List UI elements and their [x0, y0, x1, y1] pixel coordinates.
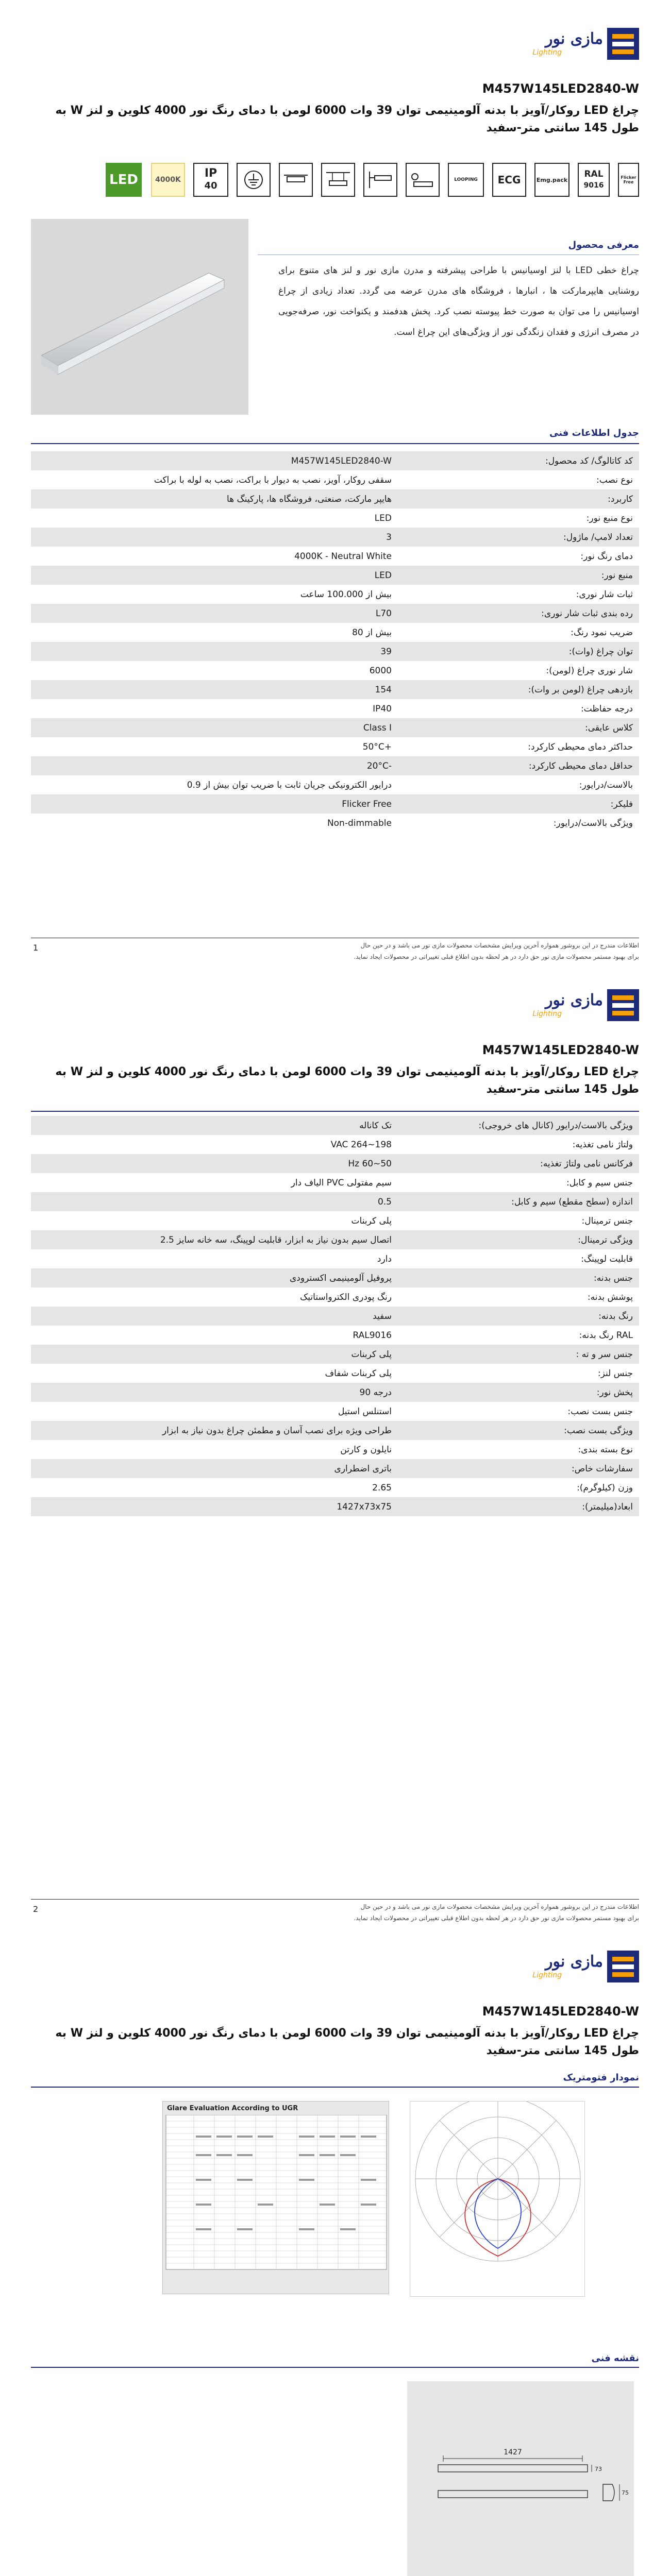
page-3 — [0, 1923, 670, 2576]
spec-label: شار نوری چراغ (لومن): — [546, 666, 633, 676]
suspended-icon — [321, 163, 355, 197]
spec-row — [31, 1383, 639, 1402]
spec-label: درجه حفاظت: — [580, 704, 633, 714]
product-code: M457W145LED2840-W — [482, 1043, 639, 1057]
spec-row — [31, 1116, 639, 1135]
spec-row — [31, 1326, 639, 1345]
brand-mark-icon — [607, 989, 639, 1021]
product-code: M457W145LED2840-W — [482, 81, 639, 96]
spec-value: بیش از 100.000 ساعت — [300, 589, 392, 600]
polar-curve-diagram — [410, 2101, 585, 2297]
spec-label: جنس ترمینال: — [581, 1216, 633, 1226]
spec-value: دارد — [377, 1254, 392, 1264]
spec-value: 198~264 VAC — [330, 1140, 392, 1150]
spec-label: جنس لنز: — [597, 1368, 633, 1379]
footer-note-2: برای بهبود مستمر محصولات مازی نور حق دارد در هر لحظه بدون اطلاع قبلی تغییراتی در محصولات ایجاد نماید. — [354, 1914, 639, 1922]
spec-row — [31, 1307, 639, 1326]
footer-note-1: اطلاعات مندرج در این بروشور همواره آخرین ویرایش مشخصات محصولات مازی نور می باشد و در حین حال — [360, 1903, 639, 1910]
spec-label: ویژگی بست نصب: — [564, 1426, 633, 1436]
spec-value: درایور الکترونیکی جریان ثابت با ضریب توان بیش از 0.9 — [187, 780, 392, 790]
spec-value: IP40 — [373, 704, 392, 714]
spec-label: حداکثر دمای محیطی کارکرد: — [528, 742, 633, 752]
spec-value: -20°C — [366, 761, 392, 771]
pendant-mount-icon — [325, 171, 351, 189]
spec-label: حداقل دمای محیطی کارکرد: — [528, 761, 633, 771]
spec-row — [31, 470, 639, 489]
spec-label: اندازه (سطح مقطع) سیم و کابل: — [511, 1197, 633, 1207]
cert-icons — [106, 163, 639, 204]
spec-row — [31, 509, 639, 528]
spec-value: RAL9016 — [353, 1330, 392, 1341]
brand-logo — [518, 987, 639, 1023]
spec-label: ثبات شار نوری: — [576, 589, 633, 600]
intro-heading: معرفی محصول — [568, 240, 639, 250]
spec-value: پلی کربنات شفاف — [325, 1368, 392, 1379]
dimension-drawing — [407, 2381, 634, 2576]
product-title: چراغ LED روکار/آویز با بدنه آلومینیمی توان 39 وات 6000 لومن با دمای رنگ نور 4000 کلوین و لنز W به طول 145 سانتی متر-سفید — [55, 2027, 639, 2057]
flicker-free-icon: Flicker Free — [618, 163, 639, 197]
spec-value: Non-dimmable — [327, 818, 392, 828]
spec-value: تک کاناله — [359, 1121, 392, 1131]
spec-value: M457W145LED2840-W — [291, 456, 392, 466]
spec-row — [31, 1173, 639, 1192]
spec-label: RAL رنگ بدنه: — [579, 1330, 633, 1341]
spec-label: نوع منبع نور: — [586, 513, 633, 523]
page-1 — [0, 0, 670, 961]
spec-value: درجه 90 — [359, 1387, 392, 1398]
spec-row — [31, 1440, 639, 1459]
luminaire-image — [31, 219, 248, 415]
brand-sub: Lighting — [532, 1971, 562, 1979]
spec-value: LED — [374, 570, 392, 581]
spec-label: کاربرد: — [608, 494, 633, 504]
product-title: چراغ LED روکار/آویز با بدنه آلومینیمی توان 39 وات 6000 لومن با دمای رنگ نور 4000 کلوین و لنز W به طول 145 سانتی متر-سفید — [55, 104, 639, 134]
spec-row — [31, 451, 639, 470]
spec-value: +50°C — [362, 742, 392, 752]
spec-row — [31, 1421, 639, 1440]
spec-row — [31, 566, 639, 585]
spec-row — [31, 585, 639, 604]
spec-value: 4000K - Neutral White — [294, 551, 392, 562]
spec-row — [31, 489, 639, 509]
brand-mark-icon — [607, 28, 639, 60]
width-dimension: 73 — [595, 2466, 602, 2472]
spec-label: دمای رنگ نور: — [580, 551, 633, 562]
spec-row — [31, 604, 639, 623]
footer-note-2: برای بهبود مستمر محصولات مازی نور حق دارد در هر لحظه بدون اطلاع قبلی تغییراتی در محصولات ایجاد نماید. — [354, 953, 639, 960]
spec-value: 6000 — [369, 666, 392, 676]
spec-value: L70 — [375, 608, 392, 619]
spec-value: Flicker Free — [342, 799, 392, 809]
spec-label: منبع نور: — [601, 570, 633, 581]
spec-row — [31, 1287, 639, 1307]
pipe-bracket-icon — [406, 163, 440, 197]
spec-value: باتری اضطراری — [334, 1464, 392, 1474]
drawing-heading: نقشه فنی — [591, 2353, 639, 2364]
spec-table-1 — [31, 451, 639, 833]
photometry-heading: نمودار فتومتریک — [563, 2072, 639, 2083]
spec-label: وزن (کیلوگرم): — [577, 1483, 633, 1493]
cct-icon: 4000K — [151, 163, 185, 197]
ip-number: 40 — [204, 180, 217, 191]
spec-value: 1427x73x75 — [337, 1502, 392, 1512]
spec-row — [31, 756, 639, 775]
led-icon: LED — [106, 163, 142, 197]
spec-label: سفارشات خاص: — [571, 1464, 633, 1474]
brand-name: مازی نور — [545, 30, 603, 48]
spec-label: نوع نصب: — [596, 475, 633, 485]
spec-value: 39 — [380, 647, 392, 657]
spec-value: 154 — [375, 685, 392, 695]
product-code: M457W145LED2840-W — [482, 2004, 639, 2019]
technical-drawing — [407, 2381, 634, 2576]
spec-row — [31, 528, 639, 547]
spec-label: بازدهی چراغ (لومن بر وات): — [528, 685, 633, 695]
spec-label: کلاس عایقی: — [585, 723, 633, 733]
page-number: 2 — [33, 1904, 39, 1914]
spec-label: فلیکر: — [610, 799, 633, 809]
ugr-table-grid — [163, 2115, 390, 2290]
spec-row — [31, 794, 639, 814]
spec-label: تعداد لامپ/ ماژول: — [563, 532, 633, 543]
spec-row — [31, 699, 639, 718]
spec-row — [31, 737, 639, 756]
spec-value: پلی کربنات — [351, 1349, 392, 1360]
ral-icon — [578, 163, 610, 197]
spec-label: ولتاژ نامی تغذیه: — [572, 1140, 633, 1150]
spec-row — [31, 1459, 639, 1478]
spec-value: 0.5 — [377, 1197, 392, 1207]
spec-value: LED — [374, 513, 392, 523]
brand-sub: Lighting — [532, 48, 562, 57]
spec-value: 3 — [386, 532, 392, 543]
spec-value: طراحی ویژه برای نصب آسان و مطمئن چراغ بدون نیاز به ابزار — [162, 1426, 392, 1436]
product-photo — [31, 219, 248, 415]
wall-bracket-icon — [363, 163, 397, 197]
photometry-rule — [31, 2087, 639, 2088]
spec-row — [31, 1230, 639, 1249]
spec-row — [31, 1192, 639, 1211]
brand-mark-icon — [607, 1951, 639, 1982]
spec-label: ضریب نمود رنگ: — [571, 628, 633, 638]
spec-row — [31, 1402, 639, 1421]
emergency-pack-icon: Emg.pack — [534, 163, 569, 197]
spec-row — [31, 680, 639, 699]
spec-label: قابلیت لوپینگ: — [581, 1254, 633, 1264]
spec-row — [31, 1211, 639, 1230]
spec-value: 50~60 Hz — [348, 1159, 392, 1169]
brand-logo — [518, 1948, 639, 1985]
ugr-glare-table — [162, 2101, 389, 2294]
brand-name: مازی نور — [545, 991, 603, 1009]
ground-symbol-icon — [243, 170, 264, 190]
spec-label: جنس سیم و کابل: — [566, 1178, 633, 1188]
spec-value: سقفی روکار، آویز، نصب به دیوار با براکت، نصب به لوله با براکت — [154, 475, 392, 485]
spec-row — [31, 718, 639, 737]
looping-icon: LOOPING — [448, 163, 484, 197]
drawing-rule — [31, 2367, 639, 2368]
spec-label: جنس بدنه: — [594, 1273, 633, 1283]
spec-row — [31, 547, 639, 566]
height-dimension: 75 — [622, 2489, 629, 2496]
spec-label: ویژگی بالاست/درایور: — [553, 818, 633, 828]
spec-value: پلی کربنات — [351, 1216, 392, 1226]
spec-label: پخش نور: — [596, 1387, 633, 1398]
spec-value: هایپر مارکت، صنعتی، فروشگاه ها، پارکینگ ها — [226, 494, 392, 504]
spec-row — [31, 1345, 639, 1364]
spec-value: Class I — [363, 723, 392, 733]
spec-row — [31, 775, 639, 794]
spec-row — [31, 642, 639, 661]
spec-value: 2.65 — [372, 1483, 392, 1493]
spec-value: نایلون و کارتن — [340, 1445, 392, 1455]
spec-row — [31, 1478, 639, 1497]
spec-value: استنلس استیل — [338, 1406, 392, 1417]
spec-label: پوشش بدنه: — [587, 1292, 633, 1302]
spec-rule — [31, 443, 639, 444]
ral-number: 9016 — [583, 181, 604, 190]
ecg-icon: ECG — [492, 163, 526, 197]
spec-label: ویژگی بالاست/درایور (کانال های خروجی): — [478, 1121, 633, 1131]
spec-label: رده بندی ثبات شار نوری: — [541, 608, 633, 619]
spec-row — [31, 661, 639, 680]
spec-label: نوع بسته بندی: — [578, 1445, 633, 1455]
ground-icon — [237, 163, 271, 197]
title-rule — [31, 1111, 639, 1112]
page-number: 1 — [33, 943, 39, 953]
bracket-icon — [367, 171, 393, 189]
length-dimension: 1427 — [504, 2448, 522, 2456]
spec-label: جنس سر و ته : — [576, 1349, 633, 1360]
spec-label: ویژگی ترمینال: — [578, 1235, 633, 1245]
product-title: چراغ LED روکار/آویز با بدنه آلومینیمی توان 39 وات 6000 لومن با دمای رنگ نور 4000 کلوین و لنز W به طول 145 سانتی متر-سفید — [55, 1065, 639, 1096]
polar-chart — [410, 2102, 585, 2297]
spec-row — [31, 1364, 639, 1383]
spec-label: ابعاد(میلیمتر): — [582, 1502, 633, 1512]
spec-table-2 — [31, 1116, 639, 1516]
surface-mount-icon — [279, 163, 313, 197]
footer-note-1: اطلاعات مندرج در این بروشور همواره آخرین ویرایش مشخصات محصولات مازی نور می باشد و در حین حال — [360, 942, 639, 949]
spec-label: توان چراغ (وات): — [568, 647, 633, 657]
spec-row — [31, 1497, 639, 1516]
spec-label: جنس بست نصب: — [567, 1406, 633, 1417]
spec-row — [31, 814, 639, 833]
brand-logo — [518, 26, 639, 62]
spec-value: رنگ پودری الکترواستاتیک — [300, 1292, 392, 1302]
ip-rating-icon — [193, 163, 228, 197]
pipe-mount-icon — [410, 171, 435, 189]
spec-value: اتصال سیم بدون نیاز به ابزار، قابلیت لوپینگ، سه خانه سایز 2.5 — [160, 1235, 392, 1245]
spec-row — [31, 1268, 639, 1287]
spec-row — [31, 1135, 639, 1154]
spec-value: بیش از 80 — [352, 628, 392, 638]
spec-row — [31, 1154, 639, 1173]
glare-title: Glare Evaluation According to UGR — [167, 2105, 298, 2112]
ip-label: IP — [204, 167, 217, 180]
intro-text: چراغ خطی LED با لنز اوسیانیس با طراحی پیشرفته و مدرن مازی نور و لنز های متنوع برای روشنایی هایپرمارکت ها ، انبارها ، فروشگاه های مدرن عرضه می گردد. تعداد زیادی از چراغ اوسیانیس را می توان به صورت خط پیوسته نصب کرد. پخش هدفمند و یکنواخت نور، صرفه‌جویی در مصرف انرژی و فقدان زنگدگی نور از ویژگی‌های این چراغ است. — [278, 265, 640, 337]
spec-label: رنگ بدنه: — [598, 1311, 633, 1321]
brand-name: مازی نور — [545, 1953, 603, 1971]
page-2 — [0, 961, 670, 1923]
spec-value: سفید — [373, 1311, 392, 1321]
ceiling-mount-icon — [283, 172, 309, 188]
spec-heading: جدول اطلاعات فنی — [549, 428, 639, 438]
spec-label: بالاست/درایور: — [579, 780, 633, 790]
spec-value: سیم مفتولی PVC الیاف دار — [291, 1178, 392, 1188]
spec-row — [31, 623, 639, 642]
brand-sub: Lighting — [532, 1010, 562, 1018]
ral-label: RAL — [584, 169, 604, 179]
spec-label: فرکانس نامی ولتاژ تغذیه: — [540, 1159, 633, 1169]
spec-label: کد کاتالوگ/ کد محصول: — [545, 456, 633, 466]
spec-row — [31, 1249, 639, 1268]
spec-value: پروفیل آلومینیمی اکسترودی — [289, 1273, 392, 1283]
